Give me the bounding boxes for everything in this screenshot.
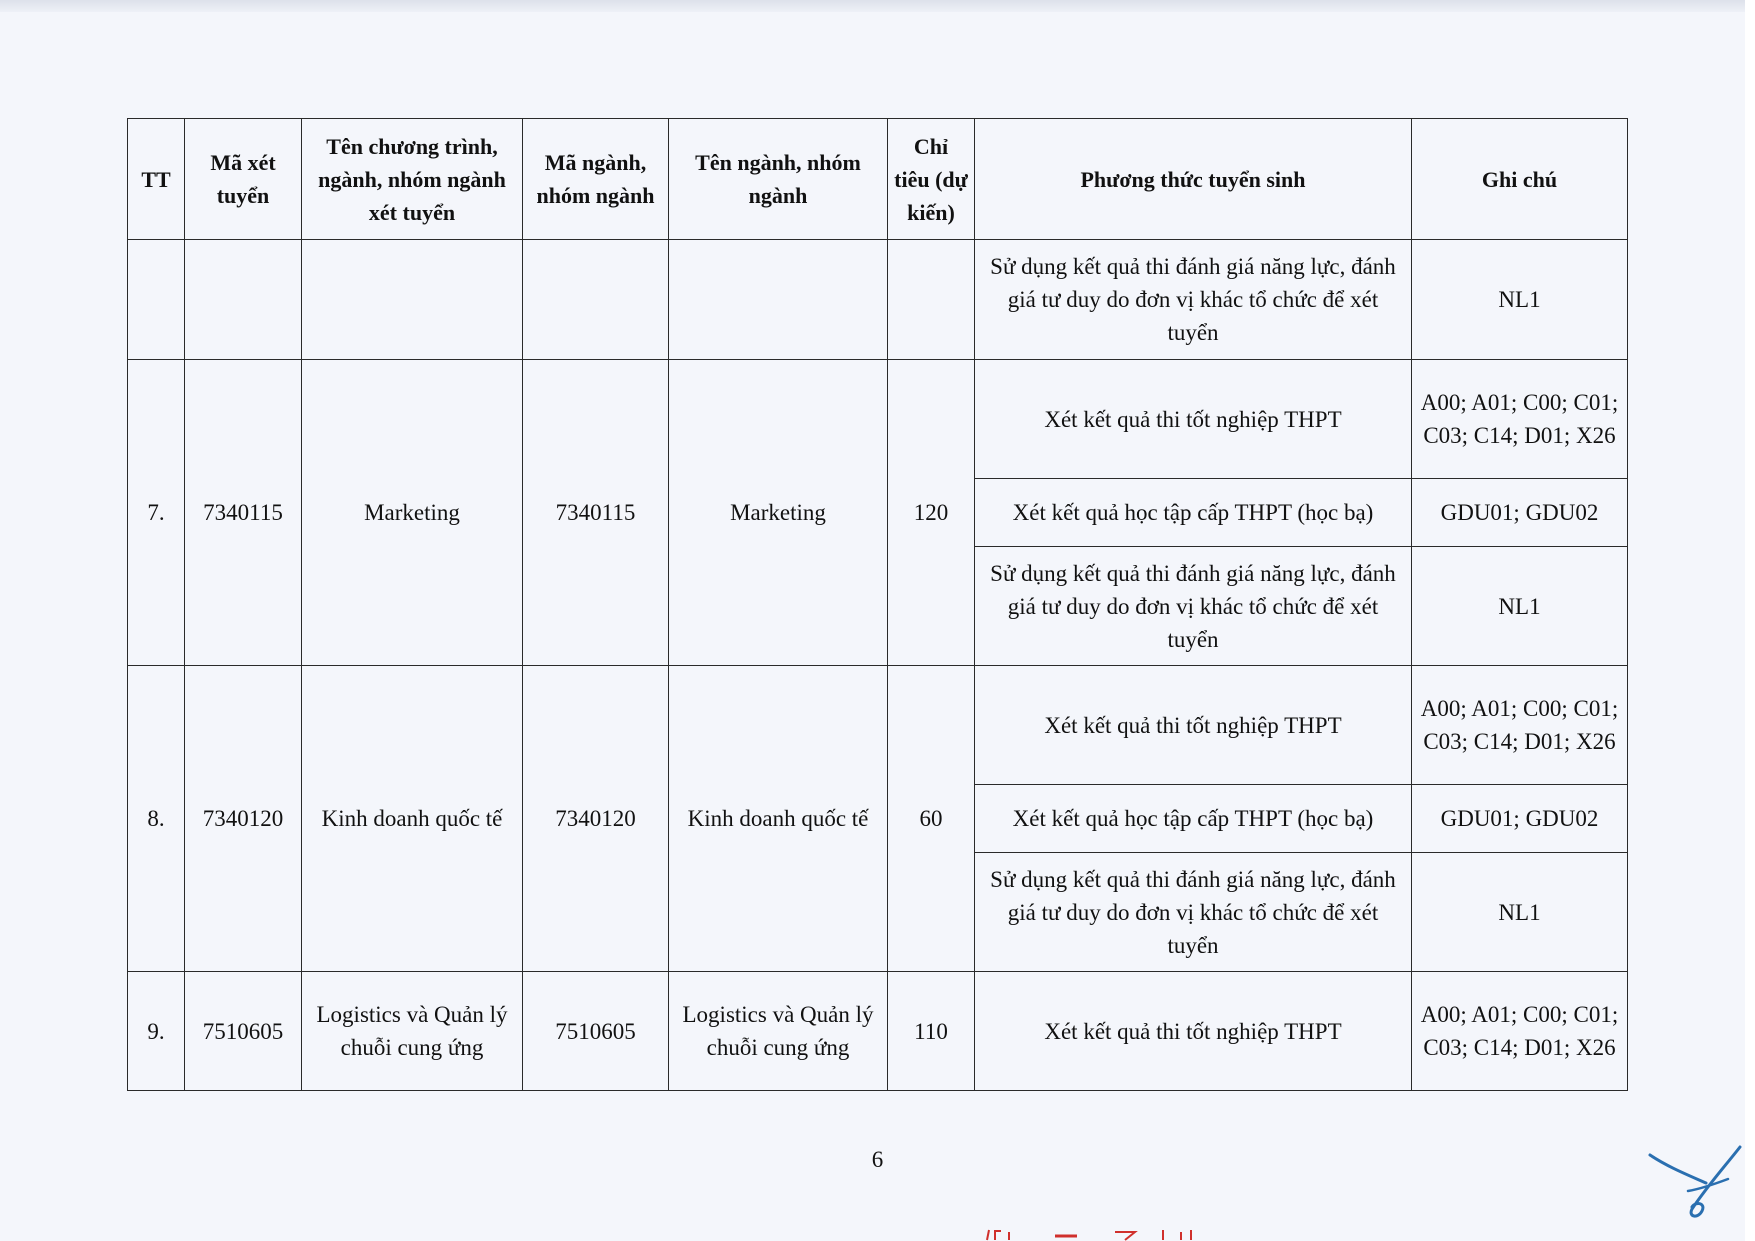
- signature-mark: [1648, 1145, 1748, 1225]
- method-cell: Sử dụng kết quả thi đánh giá năng lực, đánh giá tư duy do đơn vị khác tổ chức để xét tuyển: [975, 240, 1412, 360]
- empty-cell: [185, 240, 302, 360]
- ma-xet-tuyen-cell: 7510605: [185, 972, 302, 1091]
- note-cell: GDU01; GDU02: [1412, 785, 1628, 853]
- note-cell: A00; A01; C00; C01; C03; C14; D01; X26: [1412, 972, 1628, 1091]
- header-ma-nganh: Mã ngành, nhóm ngành: [523, 119, 669, 240]
- note-cell: A00; A01; C00; C01; C03; C14; D01; X26: [1412, 666, 1628, 785]
- ten-chuong-trinh-cell: Kinh doanh quốc tế: [302, 666, 523, 972]
- tt-cell: 8.: [128, 666, 185, 972]
- header-ten-chuong-trinh: Tên chương trình, ngành, nhóm ngành xét tuyển: [302, 119, 523, 240]
- method-cell: Xét kết quả thi tốt nghiệp THPT: [975, 360, 1412, 479]
- header-ghi-chu: Ghi chú: [1412, 119, 1628, 240]
- header-chi-tieu: Chỉ tiêu (dự kiến): [888, 119, 975, 240]
- stamp-fragment: [985, 1228, 1215, 1241]
- header-ten-nganh: Tên ngành, nhóm ngành: [669, 119, 888, 240]
- empty-cell: [302, 240, 523, 360]
- empty-cell: [523, 240, 669, 360]
- empty-cell: [669, 240, 888, 360]
- ma-nganh-cell: 7510605: [523, 972, 669, 1091]
- scan-top-edge: [0, 0, 1755, 12]
- method-cell: Sử dụng kết quả thi đánh giá năng lực, đánh giá tư duy do đơn vị khác tổ chức để xét tuyển: [975, 853, 1412, 972]
- tt-cell: 7.: [128, 360, 185, 666]
- note-cell: NL1: [1412, 240, 1628, 360]
- ma-xet-tuyen-cell: 7340120: [185, 666, 302, 972]
- scan-right-edge: [1745, 0, 1755, 1241]
- table-row: [128, 240, 1628, 360]
- chi-tieu-cell: 110: [888, 972, 975, 1091]
- ten-chuong-trinh-cell: Logistics và Quản lý chuỗi cung ứng: [302, 972, 523, 1091]
- header-ma-xet-tuyen: Mã xét tuyển: [185, 119, 302, 240]
- admissions-table: [127, 118, 1628, 1091]
- ten-nganh-cell: Kinh doanh quốc tế: [669, 666, 888, 972]
- tt-cell: 9.: [128, 972, 185, 1091]
- method-cell: Sử dụng kết quả thi đánh giá năng lực, đánh giá tư duy do đơn vị khác tổ chức để xét tuyển: [975, 547, 1412, 666]
- method-cell: Xét kết quả thi tốt nghiệp THPT: [975, 972, 1412, 1091]
- note-cell: NL1: [1412, 547, 1628, 666]
- chi-tieu-cell: 120: [888, 360, 975, 666]
- table-header-row: [128, 119, 1628, 240]
- ma-xet-tuyen-cell: 7340115: [185, 360, 302, 666]
- method-cell: Xét kết quả thi tốt nghiệp THPT: [975, 666, 1412, 785]
- ten-nganh-cell: Logistics và Quản lý chuỗi cung ứng: [669, 972, 888, 1091]
- chi-tieu-cell: 60: [888, 666, 975, 972]
- header-phuong-thuc: Phương thức tuyển sinh: [975, 119, 1412, 240]
- empty-cell: [888, 240, 975, 360]
- header-tt: TT: [128, 119, 185, 240]
- table-row: [128, 360, 1628, 479]
- page-number: 6: [871, 1147, 884, 1172]
- ma-nganh-cell: 7340120: [523, 666, 669, 972]
- table-row: [128, 972, 1628, 1091]
- empty-cell: [128, 240, 185, 360]
- table-row: [128, 666, 1628, 785]
- note-cell: GDU01; GDU02: [1412, 479, 1628, 547]
- note-cell: NL1: [1412, 853, 1628, 972]
- ten-chuong-trinh-cell: Marketing: [302, 360, 523, 666]
- ten-nganh-cell: Marketing: [669, 360, 888, 666]
- method-cell: Xét kết quả học tập cấp THPT (học bạ): [975, 785, 1412, 853]
- note-cell: A00; A01; C00; C01; C03; C14; D01; X26: [1412, 360, 1628, 479]
- ma-nganh-cell: 7340115: [523, 360, 669, 666]
- method-cell: Xét kết quả học tập cấp THPT (học bạ): [975, 479, 1412, 547]
